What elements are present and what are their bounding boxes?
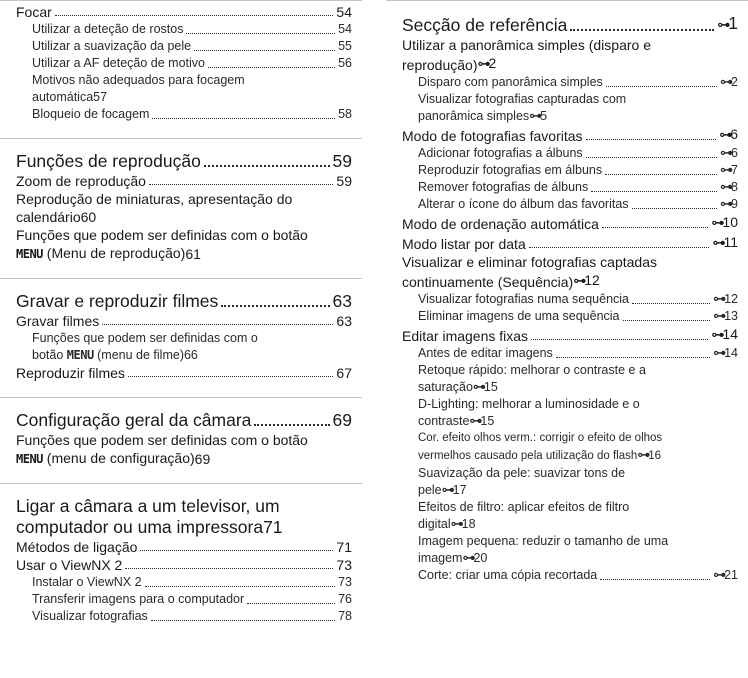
toc-page-number [711,325,738,345]
toc-page-number [712,233,738,253]
dot-leader [149,184,333,185]
page-number-value: 5 [540,109,548,123]
toc-section [0,278,362,397]
toc-page-number [713,291,738,308]
page-number-value: 63 [336,313,352,329]
toc-page-number [473,379,498,396]
toc-entry-remover-fotografias-de-albuns[interactable] [386,179,748,196]
toc-entry-utilizar-a-suavizacao-da-pele[interactable] [0,38,362,55]
toc-entry-efeitos-de-filtro-aplicar-efeitos-de-fil[interactable] [386,499,748,533]
toc-entry-title: Reprodução de miniaturas, apresentação do [16,191,293,207]
page-number-value: 67 [336,365,352,381]
toc-entry-title: Configuração geral da câmara [16,410,252,430]
toc-entry-title: Corte: criar uma cópia recortada [418,568,598,582]
reference-section-icon: ⊶ [717,18,729,33]
page-number-value: 61 [185,246,201,262]
reference-section-icon: ⊶ [719,128,731,143]
toc-entry-gravar-e-reproduzir-filmes[interactable] [0,291,362,312]
toc-entry-title: Efeitos de filtro: aplicar efeitos de filtro [418,500,630,514]
toc-entry-utilizar-a-af-detecao-de-motivo[interactable] [0,55,362,72]
toc-column-right [386,0,748,599]
toc-entry-title: Usar o ViewNX 2 [16,557,123,573]
toc-entry-title: continuamente (Sequência) [402,274,574,290]
toc-page-number [442,482,467,499]
page-number-value: 55 [338,39,352,53]
page-number-value: 71 [263,517,283,537]
page-number-value: 14 [722,326,738,342]
toc-entry-imagem-pequena-reduzir-o-tamanho-de-uma-[interactable] [386,533,748,567]
page-number-value: 6 [730,126,738,142]
toc-entry-title: digital [418,517,451,531]
reference-section-icon: ⊶ [477,57,489,72]
page-number-value: 8 [731,180,738,194]
dot-leader [556,357,710,358]
page-number-value: 2 [731,75,738,89]
page-number-value: 2 [488,55,497,71]
toc-entry-title: Imagem pequena: reduzir o tamanho de uma [418,534,669,548]
toc-page-number [637,447,661,465]
toc-entry-title: Funções de reprodução [16,151,201,171]
dot-leader [600,579,710,580]
toc-page-number [338,55,352,72]
toc-entry-funcoes-que-podem-ser-definidas-com-o-bo[interactable] [0,226,362,263]
toc-entry-title: Modo de ordenação automática [402,216,599,232]
toc-page-number [713,308,738,325]
toc-page-number [185,245,201,263]
toc-entry-title: Visualizar e eliminar fotografias captadas [402,254,657,270]
toc-entry-configuracao-geral-da-camara[interactable] [0,410,362,431]
toc-entry-title: Cor. efeito olhos verm.: corrigir o efeito de olhos [418,432,663,444]
toc-page-number [336,3,352,21]
page-number-value: 21 [724,568,738,582]
toc-entry-title: Disparo com panorâmica simples [418,75,603,89]
page-number-value: 1 [728,13,738,33]
dot-leader [247,603,335,604]
reference-section-icon: ⊶ [720,163,732,178]
toc-entry-zoom-de-reproducao[interactable] [0,172,362,190]
toc-page-number [338,591,352,608]
dot-leader [204,165,330,167]
toc-page-number [336,172,352,190]
dot-leader [145,586,336,587]
reference-section-icon: ⊶ [713,292,725,307]
menu-button-label: MENU [66,348,94,362]
toc-entry-title: Modo listar por data [402,236,526,252]
dot-leader [186,33,335,34]
toc-entry-suavizacao-da-pele-suavizar-tons-de-pele[interactable] [386,465,748,499]
toc-entry-modo-de-fotografias-favoritas[interactable] [386,125,748,145]
toc-page-number [333,410,352,431]
toc-entry-title: botão MENU (menu de filme) [32,348,184,362]
toc-entry-d-lighting-melhorar-a-luminosidade-e-o-c[interactable] [386,396,748,430]
toc-entry-title: panorâmica simples [418,109,530,123]
reference-section-icon: ⊶ [573,274,585,289]
page-number-value: 63 [332,291,352,311]
toc-page-number [338,608,352,625]
toc-entry-visualizar-fotografias-capturadas-com-pa[interactable] [386,91,748,125]
toc-entry-title: Utilizar a suavização da pele [32,39,192,53]
toc-entry-title: Gravar filmes [16,313,100,329]
toc-entry-title: Funções que podem ser definidas com o botão [16,432,308,448]
toc-page-number [573,271,600,291]
toc-entry-funcoes-de-reproducao[interactable] [0,151,362,172]
toc-page-number [333,151,352,172]
toc-entry-title: Antes de editar imagens [418,346,553,360]
toc-section [386,0,748,599]
dot-leader [128,376,333,377]
toc-entry-title: saturação [418,380,473,394]
toc-page-number [338,106,352,123]
page-number-value: 78 [338,609,352,623]
toc-entry-title: Utilizar a panorâmica simples (disparo e [402,37,651,53]
dot-leader [570,29,714,31]
dot-leader [55,15,334,16]
toc-entry-title: Alterar o ícone do álbum das favoritas [418,197,629,211]
dot-leader [208,67,335,68]
toc-entry-title: Reproduzir fotografias em álbuns [418,163,603,177]
toc-entry-title: Gravar e reproduzir filmes [16,291,219,311]
toc-entry-utilizar-a-panoramica-simples-disparo-e-[interactable] [386,36,748,74]
toc-page-number [451,516,476,533]
toc-page-number [529,108,547,125]
toc-entry-instalar-o-viewnx-2[interactable] [0,574,362,591]
toc-page-number [719,125,738,145]
toc-page-number [711,213,738,233]
toc-entry-reproducao-de-miniaturas-apresentacao-do[interactable] [0,190,362,226]
reference-section-icon: ⊶ [637,448,649,463]
dot-leader [632,208,718,209]
toc-page-number [720,196,738,213]
page-number-value: 69 [194,451,211,467]
toc-page-number [338,21,352,38]
toc-section [0,397,362,483]
toc-entry-title: Instalar o ViewNX 2 [32,575,142,589]
page-number-value: 13 [724,309,738,323]
toc-entry-adicionar-fotografias-a-albuns[interactable] [386,145,748,162]
toc-entry-title: Zoom de reprodução [16,173,146,189]
toc-entry-title: Editar imagens fixas [402,328,529,344]
page-number-value: 20 [473,551,488,565]
reference-section-icon: ⊶ [529,109,541,124]
page-number-value: 59 [332,151,352,171]
toc-entry-title: D-Lighting: melhorar a luminosidade e o [418,397,640,411]
dot-leader [586,139,717,140]
toc-entry-title: MENU (menu de configuração) [16,450,195,466]
page-number-value: 71 [336,539,352,555]
dot-leader [605,174,717,175]
toc-page-number [478,54,497,74]
toc-page-number [333,291,352,312]
dot-leader [602,227,709,228]
dot-leader [586,157,717,158]
toc-entry-title: Métodos de ligação [16,539,138,555]
toc-entry-title: Suavização da pele: suavizar tons de [418,466,626,480]
toc-entry-modo-de-ordenacao-automatica[interactable] [386,213,748,233]
page-number-value: 54 [338,22,352,36]
dot-leader [151,620,335,621]
page-number-value: 73 [336,557,352,573]
toc-page-number [720,145,738,162]
toc-entry-funcoes-que-podem-ser-definidas-com-o-bo[interactable] [0,431,362,468]
toc-entry-title: calendário [16,209,81,225]
page-number-value: 10 [722,214,738,230]
page-number-value: 9 [731,197,738,211]
dot-leader [102,324,333,325]
page-number-value: 7 [731,163,738,177]
toc-entry-title: Reproduzir filmes [16,365,125,381]
page-number-value: 57 [93,90,108,104]
toc-entry-metodos-de-ligacao[interactable] [0,538,362,556]
dot-leader [125,568,333,569]
page-number-value: 58 [338,107,352,121]
toc-page-number [713,567,738,584]
toc-page-number [184,347,198,364]
toc-entry-reproduzir-fotografias-em-albuns[interactable] [386,162,748,179]
reference-section-icon: ⊶ [462,551,474,566]
toc-entry-title: Funções que podem ser definidas com o [32,331,258,345]
page-number-value: 69 [332,410,352,430]
dot-leader [623,320,711,321]
page-number-value: 73 [338,575,352,589]
toc-entry-title: Modo de fotografias favoritas [402,128,583,144]
toc-entry-title: Secção de referência [402,15,568,35]
reference-section-icon: ⊶ [711,216,723,231]
toc-entry-ligar-a-camara-a-um-televisor-um-computa[interactable] [0,496,362,538]
toc-entry-gravar-filmes[interactable] [0,312,362,330]
reference-section-icon: ⊶ [472,380,484,395]
toc-entry-visualizar-fotografias[interactable] [0,608,362,625]
toc-entry-title: Visualizar fotografias [32,609,148,623]
reference-section-icon: ⊶ [720,197,732,212]
toc-entry-alterar-o-icone-do-album-das-favoritas[interactable] [386,196,748,213]
toc-entry-modo-listar-por-data[interactable] [386,233,748,253]
dot-leader [531,339,708,340]
toc-entry-corte-criar-uma-copia-recortada[interactable] [386,567,748,584]
reference-section-icon: ⊶ [720,180,732,195]
toc-page-number [338,38,352,55]
dot-leader [632,303,710,304]
page-number-value: 6 [731,146,738,160]
toc-entry-seccao-de-referencia[interactable] [386,13,748,36]
reference-section-icon: ⊶ [450,517,462,532]
toc-entry-title: Eliminar imagens de uma sequência [418,309,620,323]
toc-entry-title: reprodução) [402,57,478,73]
toc-entry-antes-de-editar-imagens[interactable] [386,345,748,362]
page-number-value: 56 [338,56,352,70]
toc-page-number [263,517,282,538]
dot-leader [606,86,717,87]
toc-entry-retoque-rapido-melhorar-o-contraste-e-a-[interactable] [386,362,748,396]
toc-entry-usar-o-viewnx-2[interactable] [0,556,362,574]
toc-page-number [713,345,738,362]
toc-entry-title: contraste [418,414,470,428]
toc-page-number [469,413,494,430]
toc-entry-title: MENU (Menu de reprodução) [16,245,186,261]
toc-entry-title: vermelhos causado pela utilização do flash [418,450,638,462]
reference-section-icon: ⊶ [711,328,723,343]
page-number-value: 60 [80,209,97,225]
toc-entry-cor-efeito-olhos-verm-corrigir-o-efeito-[interactable] [386,430,748,465]
toc-entry-eliminar-imagens-de-uma-sequencia[interactable] [386,308,748,325]
toc-page-number [338,574,352,591]
reference-section-icon: ⊶ [441,483,453,498]
toc-section [0,138,362,278]
toc-entry-title: Transferir imagens para o computador [32,592,245,606]
toc-entry-title: Utilizar a AF deteção de motivo [32,56,205,70]
toc-column-left [0,0,362,640]
page-number-value: 54 [336,4,352,20]
toc-entry-title: automática [32,90,94,104]
toc-page-number [195,450,211,468]
toc-entry-visualizar-e-eliminar-fotografias-captad[interactable] [386,253,748,291]
toc-entry-title: Bloqueio de focagem [32,107,150,121]
toc-entry-title: computador ou uma impressora [16,517,264,537]
toc-page-number [720,162,738,179]
toc-entry-title: Remover fotografias de álbuns [418,180,589,194]
toc-page-number [720,179,738,196]
toc-entry-title: Funções que podem ser definidas com o botão [16,227,308,243]
reference-section-icon: ⊶ [469,414,481,429]
page-number-value: 18 [461,517,476,531]
toc-entry-disparo-com-panoramica-simples[interactable] [386,74,748,91]
reference-section-icon: ⊶ [713,309,725,324]
toc-entry-title: Visualizar fotografias capturadas com [418,92,627,106]
toc-entry-title: Ligar a câmara a um televisor, um [16,496,280,516]
page-number-value: 14 [724,346,738,360]
toc-entry-title: Adicionar fotografias a álbuns [418,146,583,160]
dot-leader [529,247,710,248]
page-number-value: 15 [483,380,498,394]
toc-entry-title: Visualizar fotografias numa sequência [418,292,630,306]
page-number-value: 59 [336,173,352,189]
toc-entry-focar[interactable] [0,3,362,21]
toc-page-number [717,13,738,36]
toc-page-number [462,550,487,567]
page-number-value: 66 [183,348,198,362]
menu-button-label: MENU [16,452,43,466]
page-number-value: 12 [724,292,738,306]
toc-page-number [336,312,352,330]
toc-section [0,0,362,138]
toc-entry-editar-imagens-fixas[interactable] [386,325,748,345]
toc-page-number [720,74,738,91]
reference-section-icon: ⊶ [712,236,724,251]
page-number-value: 16 [648,450,662,462]
reference-section-icon: ⊶ [720,146,732,161]
reference-section-icon: ⊶ [713,568,725,583]
dot-leader [194,50,335,51]
toc-section [0,483,362,640]
toc-entry-utilizar-a-detecao-de-rostos[interactable] [0,21,362,38]
toc-entry-bloqueio-de-focagem[interactable] [0,106,362,123]
toc-page-number [336,556,352,574]
page-number-value: 76 [338,592,352,606]
toc-page-number [81,208,97,226]
toc-entry-title: imagem [418,551,463,565]
toc-entry-visualizar-fotografias-numa-sequencia[interactable] [386,291,748,308]
dot-leader [152,118,335,119]
toc-page-number [336,364,352,382]
dot-leader [140,550,333,551]
toc-entry-title: pele [418,483,442,497]
toc-entry-title: Motivos não adequados para focagem [32,73,245,87]
reference-section-icon: ⊶ [713,346,725,361]
toc-page-number [336,538,352,556]
toc-entry-transferir-imagens-para-o-computador[interactable] [0,591,362,608]
toc-entry-funcoes-que-podem-ser-definidas-com-o-bo[interactable] [0,330,362,364]
page-number-value: 15 [480,414,495,428]
dot-leader [221,305,329,307]
toc-page-number [93,89,107,106]
reference-section-icon: ⊶ [720,75,732,90]
toc-entry-title: Focar [16,4,52,20]
toc-entry-motivos-nao-adequados-para-focagem-autom[interactable] [0,72,362,106]
dot-leader [254,424,329,426]
dot-leader [591,191,717,192]
menu-button-label: MENU [16,247,43,261]
page-number-value: 12 [584,272,600,288]
toc-entry-title: Utilizar a deteção de rostos [32,22,184,36]
page-number-value: 11 [723,234,738,250]
toc-entry-title: Retoque rápido: melhorar o contraste e a [418,363,646,377]
toc-entry-reproduzir-filmes[interactable] [0,364,362,382]
page-number-value: 17 [452,483,467,497]
